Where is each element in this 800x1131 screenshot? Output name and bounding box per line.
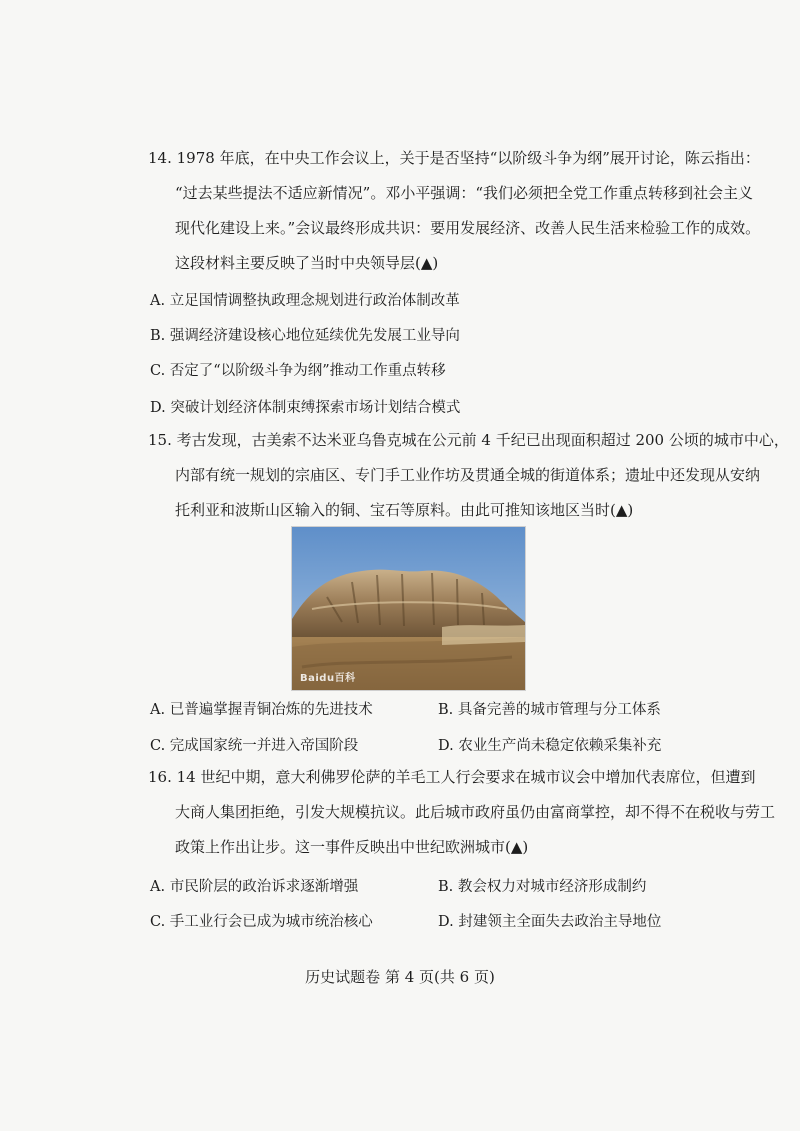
- q16-option-a: A. 市民阶层的政治诉求逐渐增强: [150, 879, 359, 895]
- q16-stem-line-1: 16. 14 世纪中期，意大利佛罗伦萨的羊毛工人行会要求在城市议会中增加代表席位，但遭到: [148, 768, 756, 786]
- q15-option-a: A. 已普遍掌握青铜冶炼的先进技术: [150, 702, 373, 718]
- q15-stem-line-1: 15. 考古发现，古美索不达米亚乌鲁克城在公元前 4 千纪已出现面积超过 200 公顷的城市中心，: [148, 431, 789, 449]
- q15-stem-line-2: 内部有统一规划的宗庙区、专门手工业作坊及贯通全城的街道体系；遗址中还发现从安纳: [175, 466, 761, 484]
- photo-watermark: Baidu百科: [300, 673, 356, 684]
- q15-stem-line-3: 托利亚和波斯山区输入的铜、宝石等原料。由此可推知该地区当时(▲): [175, 501, 634, 519]
- q16-option-c: C. 手工业行会已成为城市统治核心: [150, 914, 373, 930]
- q14-option-a: A. 立足国情调整执政理念规划进行政治体制改革: [150, 293, 460, 309]
- q15-option-b: B. 具备完善的城市管理与分工体系: [438, 702, 661, 718]
- q14-option-b: B. 强调经济建设核心地位延续优先发展工业导向: [150, 328, 460, 344]
- ziggurat-photo: [291, 526, 526, 691]
- q14-stem-line-1: 14. 1978 年底，在中央工作会议上，关于是否坚持“以阶级斗争为纲”展开讨论，陈云指出：: [148, 149, 760, 167]
- q14-stem-line-2: “过去某些提法不适应新情况”。邓小平强调：“我们必须把全党工作重点转移到社会主义: [175, 184, 754, 202]
- q14-stem-line-3: 现代化建设上来。”会议最终形成共识：要用发展经济、改善人民生活来检验工作的成效。: [175, 219, 761, 237]
- question-16: [148, 760, 776, 865]
- question-15: [148, 423, 789, 528]
- q15-option-d: D. 农业生产尚未稳定依赖采集补充: [438, 738, 662, 754]
- ziggurat-illustration: [292, 527, 525, 690]
- q14-stem-line-4: 这段材料主要反映了当时中央领导层(▲): [175, 254, 439, 272]
- q14-option-d: D. 突破计划经济体制束缚探索市场计划结合模式: [150, 400, 461, 416]
- q16-stem-line-3: 政策上作出让步。这一事件反映出中世纪欧洲城市(▲): [175, 838, 529, 856]
- q15-option-c: C. 完成国家统一并进入帝国阶段: [150, 738, 359, 754]
- page-footer: 历史试题卷 第 4 页(共 6 页): [305, 968, 495, 986]
- q16-stem-line-2: 大商人集团拒绝，引发大规模抗议。此后城市政府虽仍由富商掌控，却不得不在税收与劳工: [175, 803, 776, 821]
- question-14: [148, 141, 761, 281]
- q16-option-b: B. 教会权力对城市经济形成制约: [438, 879, 647, 895]
- q16-option-d: D. 封建领主全面失去政治主导地位: [438, 914, 662, 930]
- q14-option-c: C. 否定了“以阶级斗争为纲”推动工作重点转移: [150, 363, 446, 379]
